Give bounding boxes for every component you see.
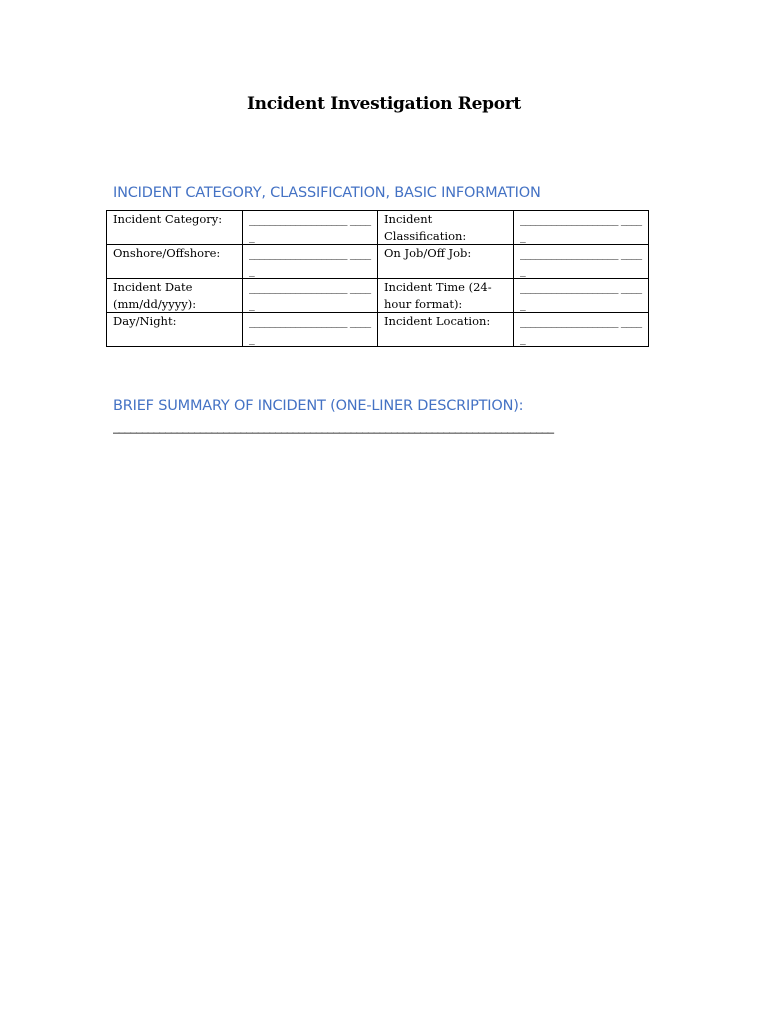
day-night-blank: ___________________ _____ xyxy=(243,313,378,347)
incident-date-blank: ___________________ _____ xyxy=(243,279,378,313)
table-row xyxy=(107,211,649,245)
table-row xyxy=(107,313,649,347)
day-night-label: Day/Night: xyxy=(107,313,243,347)
onshore-offshore-blank: ___________________ _____ xyxy=(243,245,378,279)
incident-classification-blank: ___________________ _____ xyxy=(514,211,649,245)
incident-classification-label: Incident Classification: xyxy=(378,211,514,245)
incident-category-label: Incident Category: xyxy=(107,211,243,245)
basic-info-heading: INCIDENT CATEGORY, CLASSIFICATION, BASIC INFORMATION xyxy=(113,185,541,201)
table-row xyxy=(107,245,649,279)
summary-heading: BRIEF SUMMARY OF INCIDENT (ONE-LINER DESCRIPTION): xyxy=(113,398,524,414)
onshore-offshore-label: Onshore/Offshore: xyxy=(107,245,243,279)
incident-location-label: Incident Location: xyxy=(378,313,514,347)
basic-info-table xyxy=(106,210,649,347)
incident-category-blank: ___________________ _____ xyxy=(243,211,378,245)
on-job-off-job-blank: ___________________ _____ xyxy=(514,245,649,279)
document-title: Incident Investigation Report xyxy=(247,94,521,114)
incident-time-blank: ___________________ _____ xyxy=(514,279,649,313)
summary-blank-line: ____________________________________________________________________________ xyxy=(113,422,554,434)
incident-location-blank: ___________________ _____ xyxy=(514,313,649,347)
on-job-off-job-label: On Job/Off Job: xyxy=(378,245,514,279)
incident-date-label: Incident Date (mm/dd/yyyy): xyxy=(107,279,243,313)
incident-time-label: Incident Time (24-hour format): xyxy=(378,279,514,313)
table-row xyxy=(107,279,649,313)
